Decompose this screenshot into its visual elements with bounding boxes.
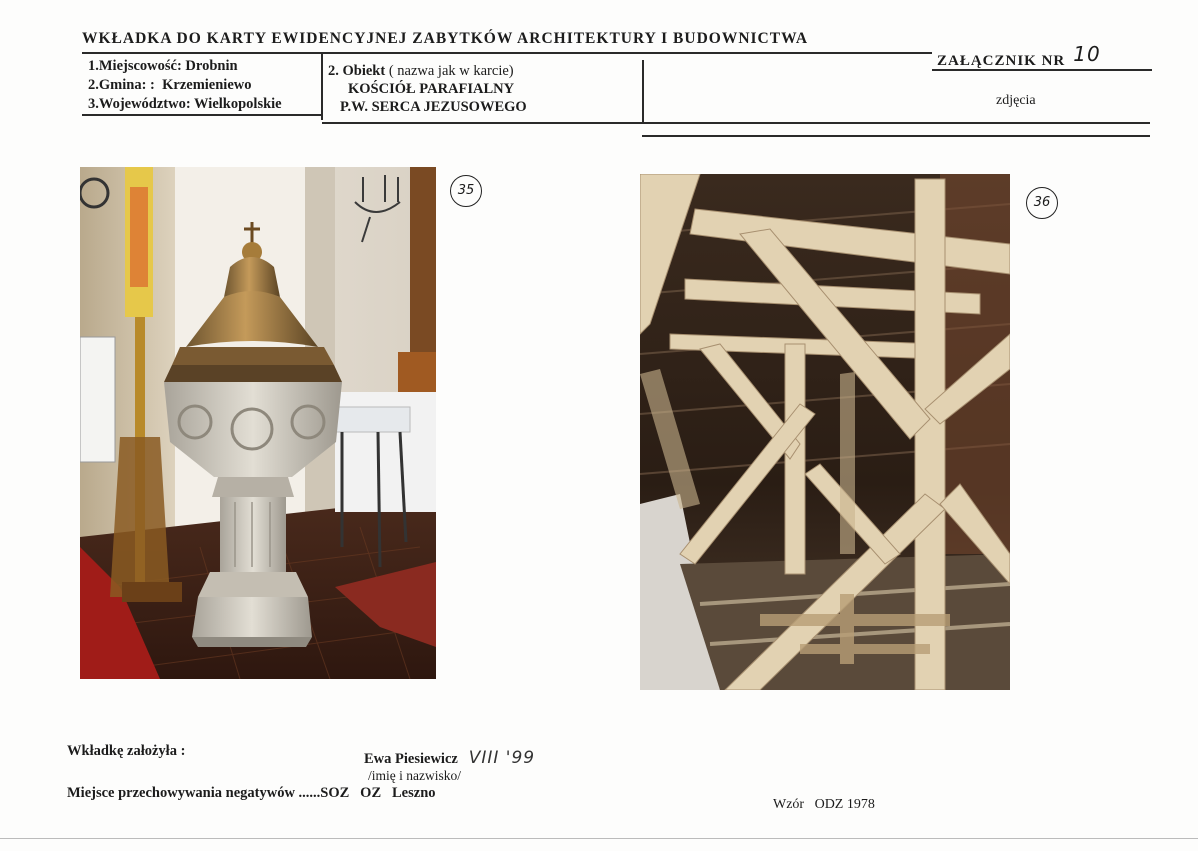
storage-value: SOZ OZ Leszno [320, 785, 436, 801]
object-cell [328, 62, 527, 116]
table-rule-bottom [322, 122, 1150, 124]
annex-label [937, 42, 1101, 70]
photo-number-35: 35 [450, 175, 482, 207]
author-date: VIII '99 [468, 748, 536, 768]
header-rule-top [82, 52, 932, 54]
object-name-line2: P.W. SERCA JEZUSOWEGO [340, 99, 527, 115]
table-divider-1 [321, 54, 323, 120]
author-line [364, 748, 535, 768]
object-label: 2. Obiekt [328, 63, 386, 79]
author-name: Ewa Piesiewicz [364, 751, 458, 767]
annex-label-text: ZAŁĄCZNIK NR [937, 53, 1066, 69]
table-divider-2 [642, 60, 644, 124]
photo-number-36: 36 [1026, 187, 1058, 219]
object-label-note: ( nazwa jak w karcie) [388, 63, 514, 79]
roof-truss-image [640, 174, 1010, 690]
storage-line [67, 785, 436, 802]
photo-baptismal-font [80, 167, 436, 679]
commune-label: 2.Gmina: : [88, 77, 155, 93]
author-caption: /imię i nazwisko/ [368, 768, 461, 783]
photo-roof-truss [640, 174, 1010, 690]
template-label: Wzór ODZ 1978 [773, 797, 875, 812]
prepared-by-label: Wkładkę założyła : [67, 743, 186, 759]
sheet-title: WKŁADKA DO KARTY EWIDENCYJNEJ ZABYTKÓW ARCHITEKTURY I BUDOWNICTWA [82, 30, 809, 47]
table-rule-left-bottom [82, 114, 322, 116]
voivodeship: 3.Województwo: Wielkopolskie [88, 96, 282, 112]
photos-label: zdjęcia [996, 93, 1036, 108]
commune-value: Krzemieniewo [162, 77, 252, 93]
header-rule-top-right [932, 69, 1152, 71]
locality: 1.Miejscowość: Drobnin [88, 58, 238, 74]
object-label-line [328, 62, 527, 80]
commune [88, 76, 282, 95]
table-rule-right-bottom [642, 135, 1150, 137]
annex-number: 10 [1073, 42, 1101, 66]
scan-edge [0, 838, 1198, 839]
object-name-line1: KOŚCIÓŁ PARAFIALNY [348, 81, 515, 97]
baptismal-font-image [80, 167, 436, 679]
storage-label: Miejsce przechowywania negatywów ...... [67, 785, 321, 801]
location-cell [88, 57, 282, 114]
